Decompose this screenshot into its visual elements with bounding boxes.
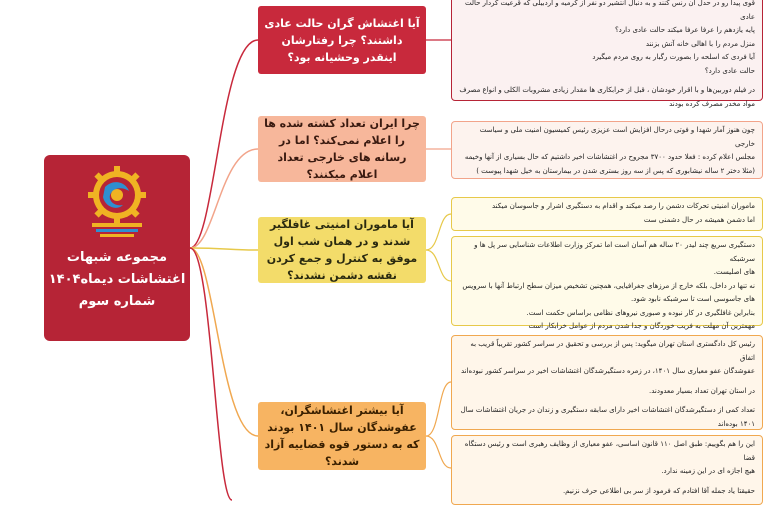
note-3[interactable] bbox=[451, 197, 763, 231]
central-title-line-1: مجموعه شبهات bbox=[66, 250, 168, 265]
note-line: دستگیری سریع چند لیدر ۲۰ ساله هم آسان است اما تمرکز وزارت اطلاعات شناسایی سر پل ها و سرشبکه bbox=[474, 241, 755, 263]
note-5[interactable] bbox=[451, 335, 763, 430]
note-4[interactable] bbox=[451, 236, 763, 330]
topic-node-2[interactable]: چرا ایران تعداد کشته شده ها را اعلام نمی‌کند؟ اما در رسانه های خارجی تعداد اعلام میکنند؟ bbox=[258, 116, 426, 182]
note-1[interactable] bbox=[451, 0, 763, 108]
note-line: آیا فردی که اسلحه را بصورت رگبار به روی مردم میگیرد bbox=[592, 53, 755, 61]
connector-topic3 bbox=[190, 248, 258, 250]
note-line: در استان تهران تعداد بسیار معدودند. bbox=[649, 386, 755, 395]
central-title-line-3: شماره سوم bbox=[78, 294, 156, 309]
logo-icon bbox=[84, 165, 150, 239]
topic-node-1[interactable]: آیا اغتشاش گران حالت عادی داشتند؟ چرا رفتارشان اینقدر وحشیانه بود؟ bbox=[258, 6, 426, 74]
note-6[interactable] bbox=[451, 435, 763, 505]
note-line: مجلس اعلام کرده : فعلا حدود ۳۷۰۰ مجروح در اغتشاشات اخیر داشتیم که حال بسیاری از آنها وخیمه bbox=[464, 153, 755, 161]
connector-note5 bbox=[426, 382, 451, 436]
note-line: چون هنوز آمار شهدا و فوتی درحال افزایش است عزیزی رئیس کمیسیون امنیت ملی و سیاست خارجی bbox=[479, 126, 755, 148]
connector-note4 bbox=[426, 250, 451, 281]
note-line: های اصلیست. bbox=[713, 268, 755, 276]
connector-note6 bbox=[426, 436, 451, 468]
note-line: هیچ اجازه ای در این زمینه ندارد. bbox=[661, 467, 755, 475]
topic-node-4[interactable]: آیا بیشتر اغتشاشگران، عفوشدگان سال ۱۴۰۱ بودند که به دستور قوه قضاییه آزاد شدند؟ bbox=[258, 402, 426, 470]
note-line: مواد مخدر مصرف کرده بودند bbox=[669, 99, 755, 108]
note-line: رئیس کل دادگستری استان تهران میگوید: پس از بررسی و تحقیق در سراسر کشور تقریباً قریب به اتفاق bbox=[470, 340, 755, 362]
note-line: بنابراین غافلگیری در کار نبوده و صبوری نیروهای نظامی براساس حکمت است. bbox=[526, 308, 755, 317]
note-line: اما دشمن همیشه در حال دشمنی ست bbox=[643, 215, 755, 224]
note-line: منزل مردم را با اهالی خانه آتش بزنند bbox=[645, 39, 755, 48]
connector-topic4 bbox=[190, 248, 258, 436]
note-line: حالت عادی دارد؟ bbox=[704, 66, 755, 75]
note-line: این را هم بگوییم: طبق اصل ۱۱۰ قانون اساسی، عفو معیاری از وظایف رهبری است و رئیس دستگاه قضا bbox=[464, 440, 755, 462]
topic-node-3[interactable]: آیا ماموران امنیتی غافلگیر شدند و در همان شب اول موفق به کنترل و جمع کردن نقشه دشمن نشدند؟ bbox=[258, 217, 426, 283]
note-line: (مثلا دختر ۲ ساله نیشابوری که پس از سه روز بستری شدن در بیمارستان به خیل شهدا پیوست ) bbox=[476, 166, 755, 175]
note-line: مهمترین آن مهلت به فریب خوردگان و جدا شدن مردم از عوامل خرابکار است bbox=[528, 322, 755, 330]
note-line: تعداد کمی از دستگیرشدگان اغتشاشات اخیر دارای سابقه دستگیری و زندان در جریان اغتشاشات سال bbox=[460, 406, 755, 414]
note-line: حقیقتا یاد جمله آقا افتادم که فرمود از سر بی اطلاعی حرف نزنیم. bbox=[562, 486, 755, 495]
note-line: های جاسوسی است تا سرشبکه نابود شود. bbox=[631, 295, 755, 303]
note-line: ۱۴۰۱ بوده‌اند bbox=[717, 419, 755, 428]
note-line: ماموران امنیتی تحرکات دشمن را رصد میکند و اقدام به دستگیری اشرار و جاسوسان میکند bbox=[491, 202, 755, 210]
connector-note3 bbox=[426, 214, 451, 250]
connector-topic1 bbox=[190, 40, 258, 248]
central-node[interactable] bbox=[44, 155, 190, 341]
central-title-line-2: اغتشاشات دیماه۱۴۰۴ bbox=[48, 272, 186, 287]
note-2[interactable] bbox=[451, 121, 763, 179]
note-line: عفوشدگان عفو معیاری سال ۱۴۰۱، در زمره دستگیرشدگان اغتشاشات اخیر در سراسر کشور نبوده‌اند bbox=[460, 367, 755, 375]
note-line: در فیلم دوربین‌ها و با اقرار خودشان ، قبل از خرابکاری ها مقدار زیادی مشروبات الکلی و انواع مصرف bbox=[459, 86, 755, 94]
note-line: نه تنها در داخل، بلکه خارج از مرزهای جغرافیایی، همچنین تشخیص میزان سطح ارتباط آنها با سرویس bbox=[462, 281, 755, 290]
note-line: پایه یازدهم را عرفا عرفا میکند حالت عادی دارد؟ bbox=[614, 26, 755, 34]
note-line: قوی پیدا رو در حدل ان رنس کنند و به دنبال انتشیر دو نفر از کرمیه و اردبیلی که قرعیت کردار حالت عادی bbox=[464, 0, 755, 21]
